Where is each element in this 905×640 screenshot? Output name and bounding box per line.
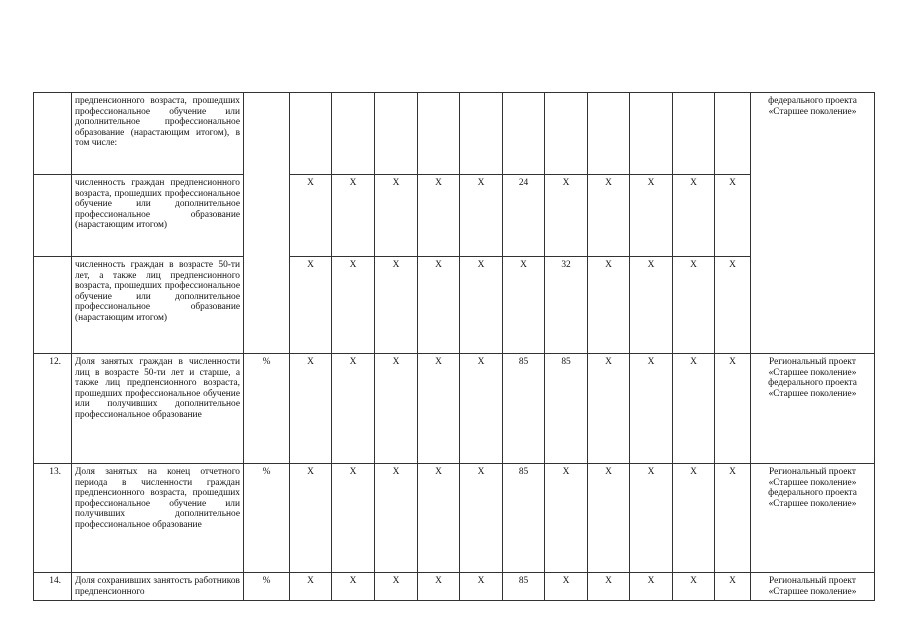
- value-cell: Х: [588, 257, 630, 354]
- value-cell: Х: [418, 354, 460, 464]
- value-cell: Х: [545, 464, 588, 573]
- value-cell: Х: [588, 573, 630, 601]
- table-row: [34, 175, 875, 257]
- row-description: Доля занятых граждан в численности лиц в возрасте 50-ти лет и старше, а также лиц предпенсионного возраста, прошедших профессиональное обучение или получивших дополнительное профессиональное образование: [72, 354, 244, 464]
- value-cell: [418, 93, 460, 175]
- row-description: Доля сохранивших занятость работников предпенсионного: [72, 573, 244, 601]
- row-description: численность граждан в возрасте 50-ти лет, а также лиц предпенсионного возраста, прошедших профессиональное обучение или дополнительное профессиональное образование (нарастающим итогом): [72, 257, 244, 354]
- value-cell: Х: [332, 257, 375, 354]
- table-row: [34, 257, 875, 354]
- row-unit: %: [244, 464, 290, 573]
- table-row: [34, 464, 875, 573]
- value-cell: Х: [375, 573, 418, 601]
- row-source: Региональный проект «Старшее поколение»: [751, 573, 875, 601]
- value-cell: [375, 93, 418, 175]
- value-cell: Х: [460, 257, 503, 354]
- value-cell: Х: [545, 175, 588, 257]
- value-cell: [290, 93, 332, 175]
- value-cell: Х: [715, 573, 751, 601]
- row-unit: [244, 93, 290, 354]
- value-cell: Х: [460, 573, 503, 601]
- value-cell: Х: [290, 257, 332, 354]
- value-cell: Х: [290, 573, 332, 601]
- value-cell: 85: [503, 573, 545, 601]
- value-cell: [460, 93, 503, 175]
- table-row: [34, 93, 875, 175]
- value-cell: Х: [715, 464, 751, 573]
- value-cell: Х: [630, 354, 673, 464]
- indicators-table: [33, 92, 875, 601]
- value-cell: Х: [630, 573, 673, 601]
- value-cell: Х: [375, 175, 418, 257]
- row-number: 14.: [34, 573, 72, 601]
- value-cell: Х: [290, 354, 332, 464]
- row-source: Региональный проект «Старшее поколение» федерального проекта «Старшее поколение»: [751, 354, 875, 464]
- value-cell: Х: [418, 257, 460, 354]
- value-cell: [715, 93, 751, 175]
- table-row: [34, 573, 875, 601]
- row-description: предпенсионного возраста, прошедших профессиональное обучение или дополнительное профессиональное образование (нарастающим итогом), в том числе:: [72, 93, 244, 175]
- row-description: Доля занятых на конец отчетного периода в численности граждан предпенсионного возраста, прошедших профессиональное обучение или получивших дополнительное профессиональное образование: [72, 464, 244, 573]
- row-unit: %: [244, 354, 290, 464]
- value-cell: Х: [375, 354, 418, 464]
- value-cell: Х: [375, 257, 418, 354]
- value-cell: Х: [715, 257, 751, 354]
- value-cell: Х: [290, 175, 332, 257]
- row-number: [34, 257, 72, 354]
- table-row: [34, 354, 875, 464]
- value-cell: Х: [460, 464, 503, 573]
- value-cell: 85: [503, 354, 545, 464]
- row-description: численность граждан предпенсионного возраста, прошедших профессиональное обучение или дополнительное профессиональное образование (нарастающим итогом): [72, 175, 244, 257]
- row-unit: %: [244, 573, 290, 601]
- value-cell: Х: [673, 257, 715, 354]
- value-cell: Х: [460, 354, 503, 464]
- value-cell: 32: [545, 257, 588, 354]
- row-source: федерального проекта «Старшее поколение»: [751, 93, 875, 354]
- value-cell: Х: [375, 464, 418, 573]
- value-cell: Х: [418, 175, 460, 257]
- value-cell: Х: [715, 175, 751, 257]
- value-cell: Х: [673, 464, 715, 573]
- value-cell: Х: [715, 354, 751, 464]
- row-number: [34, 93, 72, 175]
- value-cell: [630, 93, 673, 175]
- value-cell: Х: [460, 175, 503, 257]
- row-number: [34, 175, 72, 257]
- value-cell: Х: [332, 175, 375, 257]
- row-number: 12.: [34, 354, 72, 464]
- value-cell: 24: [503, 175, 545, 257]
- value-cell: 85: [545, 354, 588, 464]
- value-cell: Х: [588, 464, 630, 573]
- value-cell: Х: [673, 175, 715, 257]
- value-cell: Х: [673, 573, 715, 601]
- value-cell: [332, 93, 375, 175]
- value-cell: [588, 93, 630, 175]
- value-cell: [545, 93, 588, 175]
- value-cell: Х: [418, 464, 460, 573]
- row-source: Региональный проект «Старшее поколение» федерального проекта «Старшее поколение»: [751, 464, 875, 573]
- row-number: 13.: [34, 464, 72, 573]
- value-cell: 85: [503, 464, 545, 573]
- value-cell: Х: [332, 464, 375, 573]
- value-cell: Х: [545, 573, 588, 601]
- value-cell: [673, 93, 715, 175]
- value-cell: Х: [418, 573, 460, 601]
- value-cell: Х: [588, 175, 630, 257]
- value-cell: Х: [630, 257, 673, 354]
- value-cell: Х: [290, 464, 332, 573]
- value-cell: Х: [332, 573, 375, 601]
- value-cell: Х: [673, 354, 715, 464]
- value-cell: Х: [588, 354, 630, 464]
- value-cell: [503, 93, 545, 175]
- value-cell: Х: [630, 464, 673, 573]
- value-cell: Х: [630, 175, 673, 257]
- value-cell: Х: [332, 354, 375, 464]
- value-cell: Х: [503, 257, 545, 354]
